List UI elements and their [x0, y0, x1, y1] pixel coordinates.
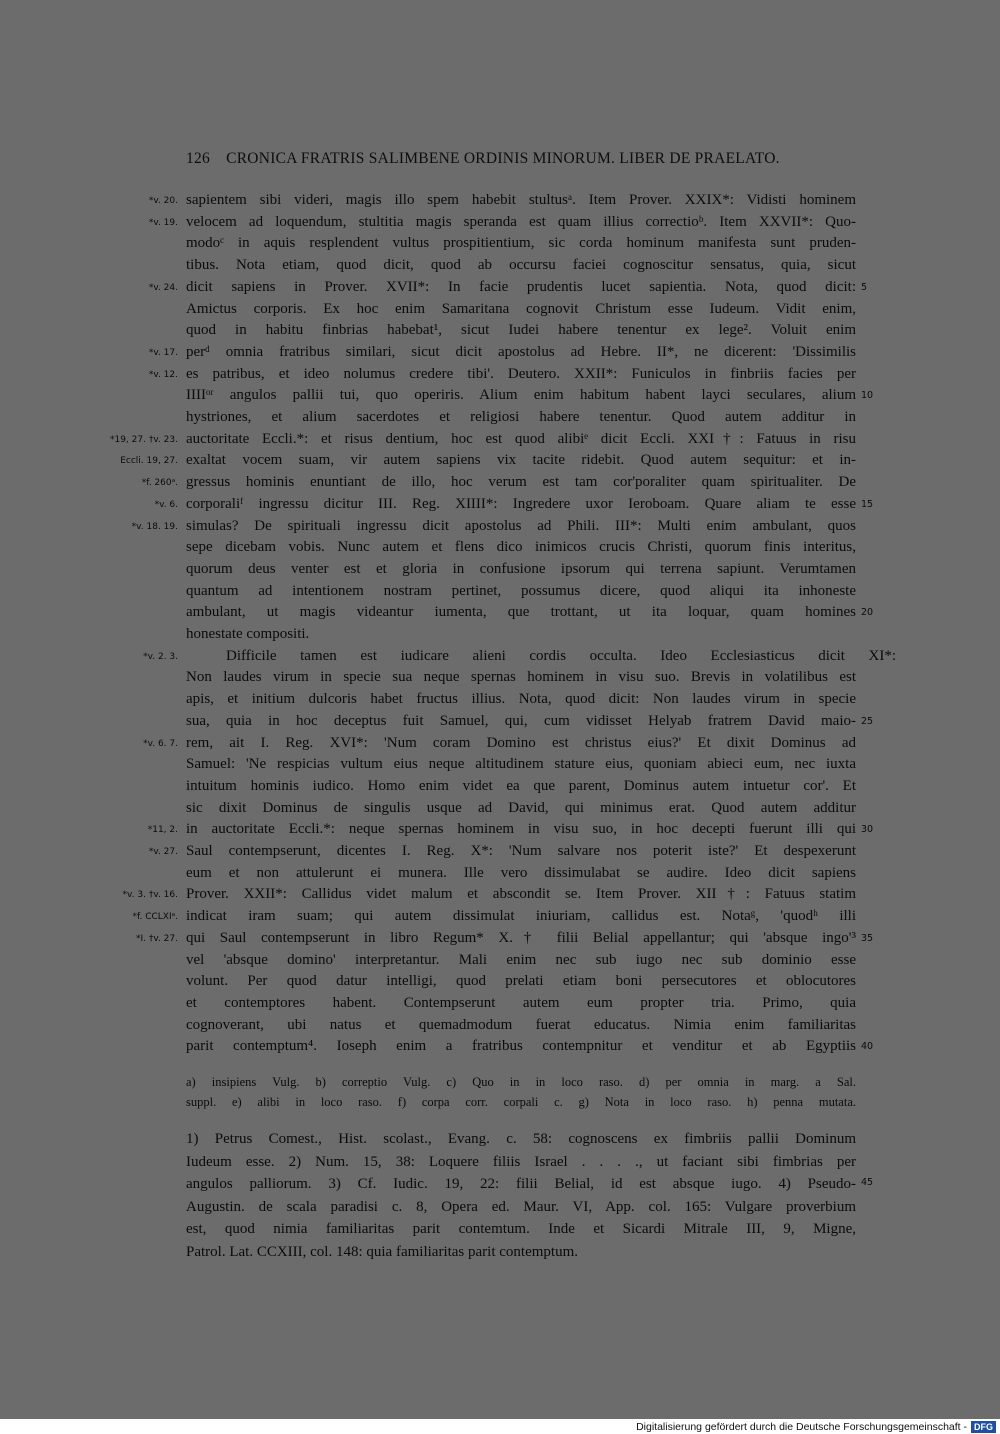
- text-line: qui Saul contempserunt in libro Regum* X.† filii Belial appellantur; qui 'absque ingo'³: [186, 929, 856, 946]
- running-title: CRONICA FRATRIS SALIMBENE ORDINIS MINORUM. LIBER DE PRAELATO.: [226, 150, 780, 167]
- margin-reference: *v. 18. 19.: [131, 521, 178, 532]
- text-line: modoᶜ in aquis resplendent vultus prospitientium, sic corda hominum manifesta sunt pruden-: [186, 235, 856, 252]
- margin-reference: *v. 24.: [148, 282, 178, 293]
- text-line: Prover. XXII*: Callidus videt malum et abscondit se. Item Prover. XII†: Fatuus statim: [186, 886, 856, 903]
- text-line: volunt. Per quod datur intelligi, quod prelati etiam boni persecutores et oblocutores: [186, 973, 856, 990]
- text-line: rem, ait I. Reg. XVI*: 'Num coram Domino est christus eius?' Et dixit Dominus ad: [186, 734, 856, 751]
- text-line: ambulant, ut magis videantur iumenta, que trottant, ut ita loquar, quam homines: [186, 604, 856, 621]
- dfg-logo: DFG: [971, 1421, 996, 1433]
- text-line: auctoritate Eccli.*: et risus dentium, hoc est quod alibiᵉ dicit Eccli. XXI†: Fatuus in risu: [186, 430, 856, 447]
- note-line-number: 45: [861, 1177, 874, 1188]
- text-line: corporaliᶠ ingressu dicitur III. Reg. XIIII*: Ingredere uxor Ieroboam. Quare aliam te esse: [186, 495, 856, 512]
- margin-reference: Eccli. 19, 27.: [120, 456, 178, 467]
- line-number: 40: [861, 1041, 874, 1053]
- note-line: angulos palliorum. 3) Cf. Iudic. 19, 22: filii Belial, id est absque iugo. 4) Pseudo-: [186, 1176, 856, 1192]
- text-line: dicit sapiens in Prover. XVII*: In facie prudentis lucet sapientia. Nota, quod dicit:: [186, 278, 856, 295]
- text-line: Samuel: 'Ne respicias vultum eius neque altitudinem stature eius, quoniam abieci eum, nec iuxta: [186, 756, 856, 773]
- text-line: Difficile tamen est iudicare alieni cordis occulta. Ideo Ecclesiasticus dicit XI*:: [226, 647, 896, 664]
- margin-reference: *f. CCLXIᵃ.: [132, 912, 178, 923]
- margin-reference: *I. †v. 27.: [135, 933, 178, 944]
- margin-reference: *v. 17.: [148, 347, 178, 358]
- line-number: 20: [861, 607, 874, 619]
- text-line: simulas? De spirituali ingressu dicit apostolus ad Phili. III*: Multi enim ambulant, quos: [186, 517, 856, 534]
- running-header: [186, 150, 846, 168]
- note-line: Iudeum esse. 2) Num. 15, 38: Loquere filiis Israel . . . ., ut faciant sibi fimbrias per: [186, 1153, 856, 1170]
- text-line: apis, et initium dulcoris habet fructus illius. Nota, quod dicit: Non laudes virum in specie: [186, 691, 856, 708]
- text-line: gressus hominis enuntiant de illo, hoc verum est tam cor'poraliter quam spiritualiter. De: [186, 474, 856, 491]
- text-line: sapientem sibi videri, magis illo spem habebit stultusᵃ. Item Prover. XXIX*: Vidisti hominem: [186, 192, 856, 208]
- text-line: Amictus corporis. Ex hoc enim Samaritana cognovit Christum esse Iudeum. Vidit enim,: [186, 300, 856, 317]
- footer-text: Digitalisierung gefördert durch die Deutsche Forschungsgemeinschaft -: [636, 1420, 967, 1433]
- text-line: quantum ad intentionem nostram pertinet, possumus dicere, quod aliqui ita inhoneste: [186, 582, 856, 599]
- text-line: Saul contempserunt, dicentes I. Reg. X*: 'Num salvare nos poterit iste?' Et despexerunt: [186, 843, 856, 859]
- text-line: sic dixit Dominus de singulis usque ad David, qui minimus erat. Quod autem additur: [186, 799, 856, 816]
- note-line: 1) Petrus Comest., Hist. scolast., Evang. c. 58: cognoscens ex fimbriis pallii Dominum: [186, 1131, 856, 1147]
- text-line: eum et non attulerunt ei munera. Ille vero dissimulabat se audire. Ideo dicit sapiens: [186, 864, 856, 881]
- text-line: hystriones, et alium sacerdotes et religiosi habere tenentur. Quod autem additur in: [186, 409, 856, 425]
- note-line: Patrol. Lat. CCXIII, col. 148: quia familiaritas parit contemptum.: [186, 1243, 578, 1260]
- line-number: 30: [861, 824, 874, 836]
- source-notes: [186, 1128, 856, 1263]
- line-number: 25: [861, 715, 874, 727]
- margin-reference: *v. 12.: [148, 369, 178, 380]
- line-number: 5: [861, 281, 868, 293]
- page-number: 126: [186, 150, 210, 167]
- text-line: honestate compositi.: [186, 626, 310, 642]
- text-line: intuitum hominis iudico. Homo enim videt ea que parent, Dominus autem intuetur cor'. Et: [186, 777, 856, 794]
- margin-reference: *v. 6.: [154, 499, 178, 510]
- text-line: quorum deus venter est et gloria in confusione ipsorum qui terrena sapiunt. Verumtamen: [186, 560, 856, 577]
- margin-reference: *v. 27.: [148, 847, 178, 857]
- text-line: exaltat vocem suam, vir autem sapiens vix tacite ridebit. Quod autem sequitur: et in-: [186, 452, 856, 469]
- text-line: Non laudes virum in specie sua neque spernas hominem in visu suo. Brevis in volatilibus est: [186, 669, 856, 686]
- margin-reference: *v. 2. 3.: [143, 651, 178, 662]
- critical-apparatus-line: suppl. e) alibi in loco raso. f) corpa corr. corpali c. g) Nota in loco raso. h) penna mutata.: [186, 1095, 856, 1109]
- line-number: 15: [861, 498, 874, 510]
- margin-reference: *11, 2.: [147, 825, 178, 836]
- margin-reference: *19, 27. †v. 23.: [109, 434, 178, 445]
- line-number: 35: [861, 932, 874, 944]
- text-line: perᵈ omnia fratribus similari, sicut dicit apostolus ad Hebre. II*, ne dicerent: 'Dissimilis: [186, 343, 856, 360]
- text-line: quod in habitu finbrias habebat¹, sicut Iudei habere tenentur ex lege². Voluit enim: [186, 322, 856, 339]
- footer-credit: [636, 1419, 996, 1434]
- note-line: est, quod nimia familiaritas parit contemtum. Inde et Sicardi Mitrale III, 9, Migne,: [186, 1221, 856, 1237]
- text-line: indicat iram suam; qui autem dissimulat iniuriam, callidus est. Notaᵍ, 'quodʰ illi: [186, 908, 856, 925]
- text-line: tibus. Nota etiam, quod dicit, quod ab occursu faciei cognoscitur sensatus, quia, sicut: [186, 257, 856, 274]
- text-line: cognoverant, ubi natus et quemadmodum fuerat educatus. Nimia enim familiaritas: [186, 1016, 856, 1033]
- margin-reference: *v. 20.: [148, 196, 178, 206]
- margin-reference: *v. 19.: [148, 217, 178, 228]
- text-line: sepe dicebam vobis. Nunc autem et flens dico inimicos crucis Christi, quorum finis interitus,: [186, 539, 856, 556]
- text-line: IIIIᵒʳ angulos pallii tui, quo operiris. Alium enim habitum habent layci seculares, alium: [186, 387, 856, 404]
- critical-apparatus-line: a) insipiens Vulg. b) correptio Vulg. c) Quo in in loco raso. d) per omnia in marg. a Sal.: [186, 1075, 856, 1089]
- text-line: velocem ad loquendum, stultitia magis speranda est quam illius correctioᵇ. Item XXVII*: Quo-: [186, 213, 856, 230]
- note-line: Augustin. de scala paradisi c. 8, Opera ed. Maur. VI, App. col. 165: Vulgare proverbium: [186, 1198, 856, 1215]
- margin-reference: *v. 6. 7.: [143, 738, 178, 749]
- text-line: es patribus, et ideo nolumus credere tibi'. Deutero. XXII*: Funiculos in finbriis facies per: [186, 365, 856, 382]
- margin-reference: *v. 3. †v. 16.: [122, 890, 178, 901]
- text-line: et contemptores habent. Contempserunt autem eum propter tria. Primo, quia: [186, 994, 856, 1011]
- text-line: in auctoritate Eccli.*: neque spernas hominem in visu suo, in hoc decepti fuerunt illi qui: [186, 821, 856, 838]
- line-number: 10: [861, 390, 874, 402]
- text-line: parit contemptum⁴. Ioseph enim a fratribus contempnitur et venditur et ab Egyptiis: [186, 1038, 856, 1055]
- text-line: vel 'absque domino' interpretantur. Mali enim nec sub iugo nec sub dominio esse: [186, 951, 856, 968]
- margin-reference: *f. 260ᵃ.: [141, 478, 178, 489]
- text-line: sua, quia in hoc deceptus fuit Samuel, qui, cum vidisset Helyab fratrem David maio-: [186, 712, 856, 729]
